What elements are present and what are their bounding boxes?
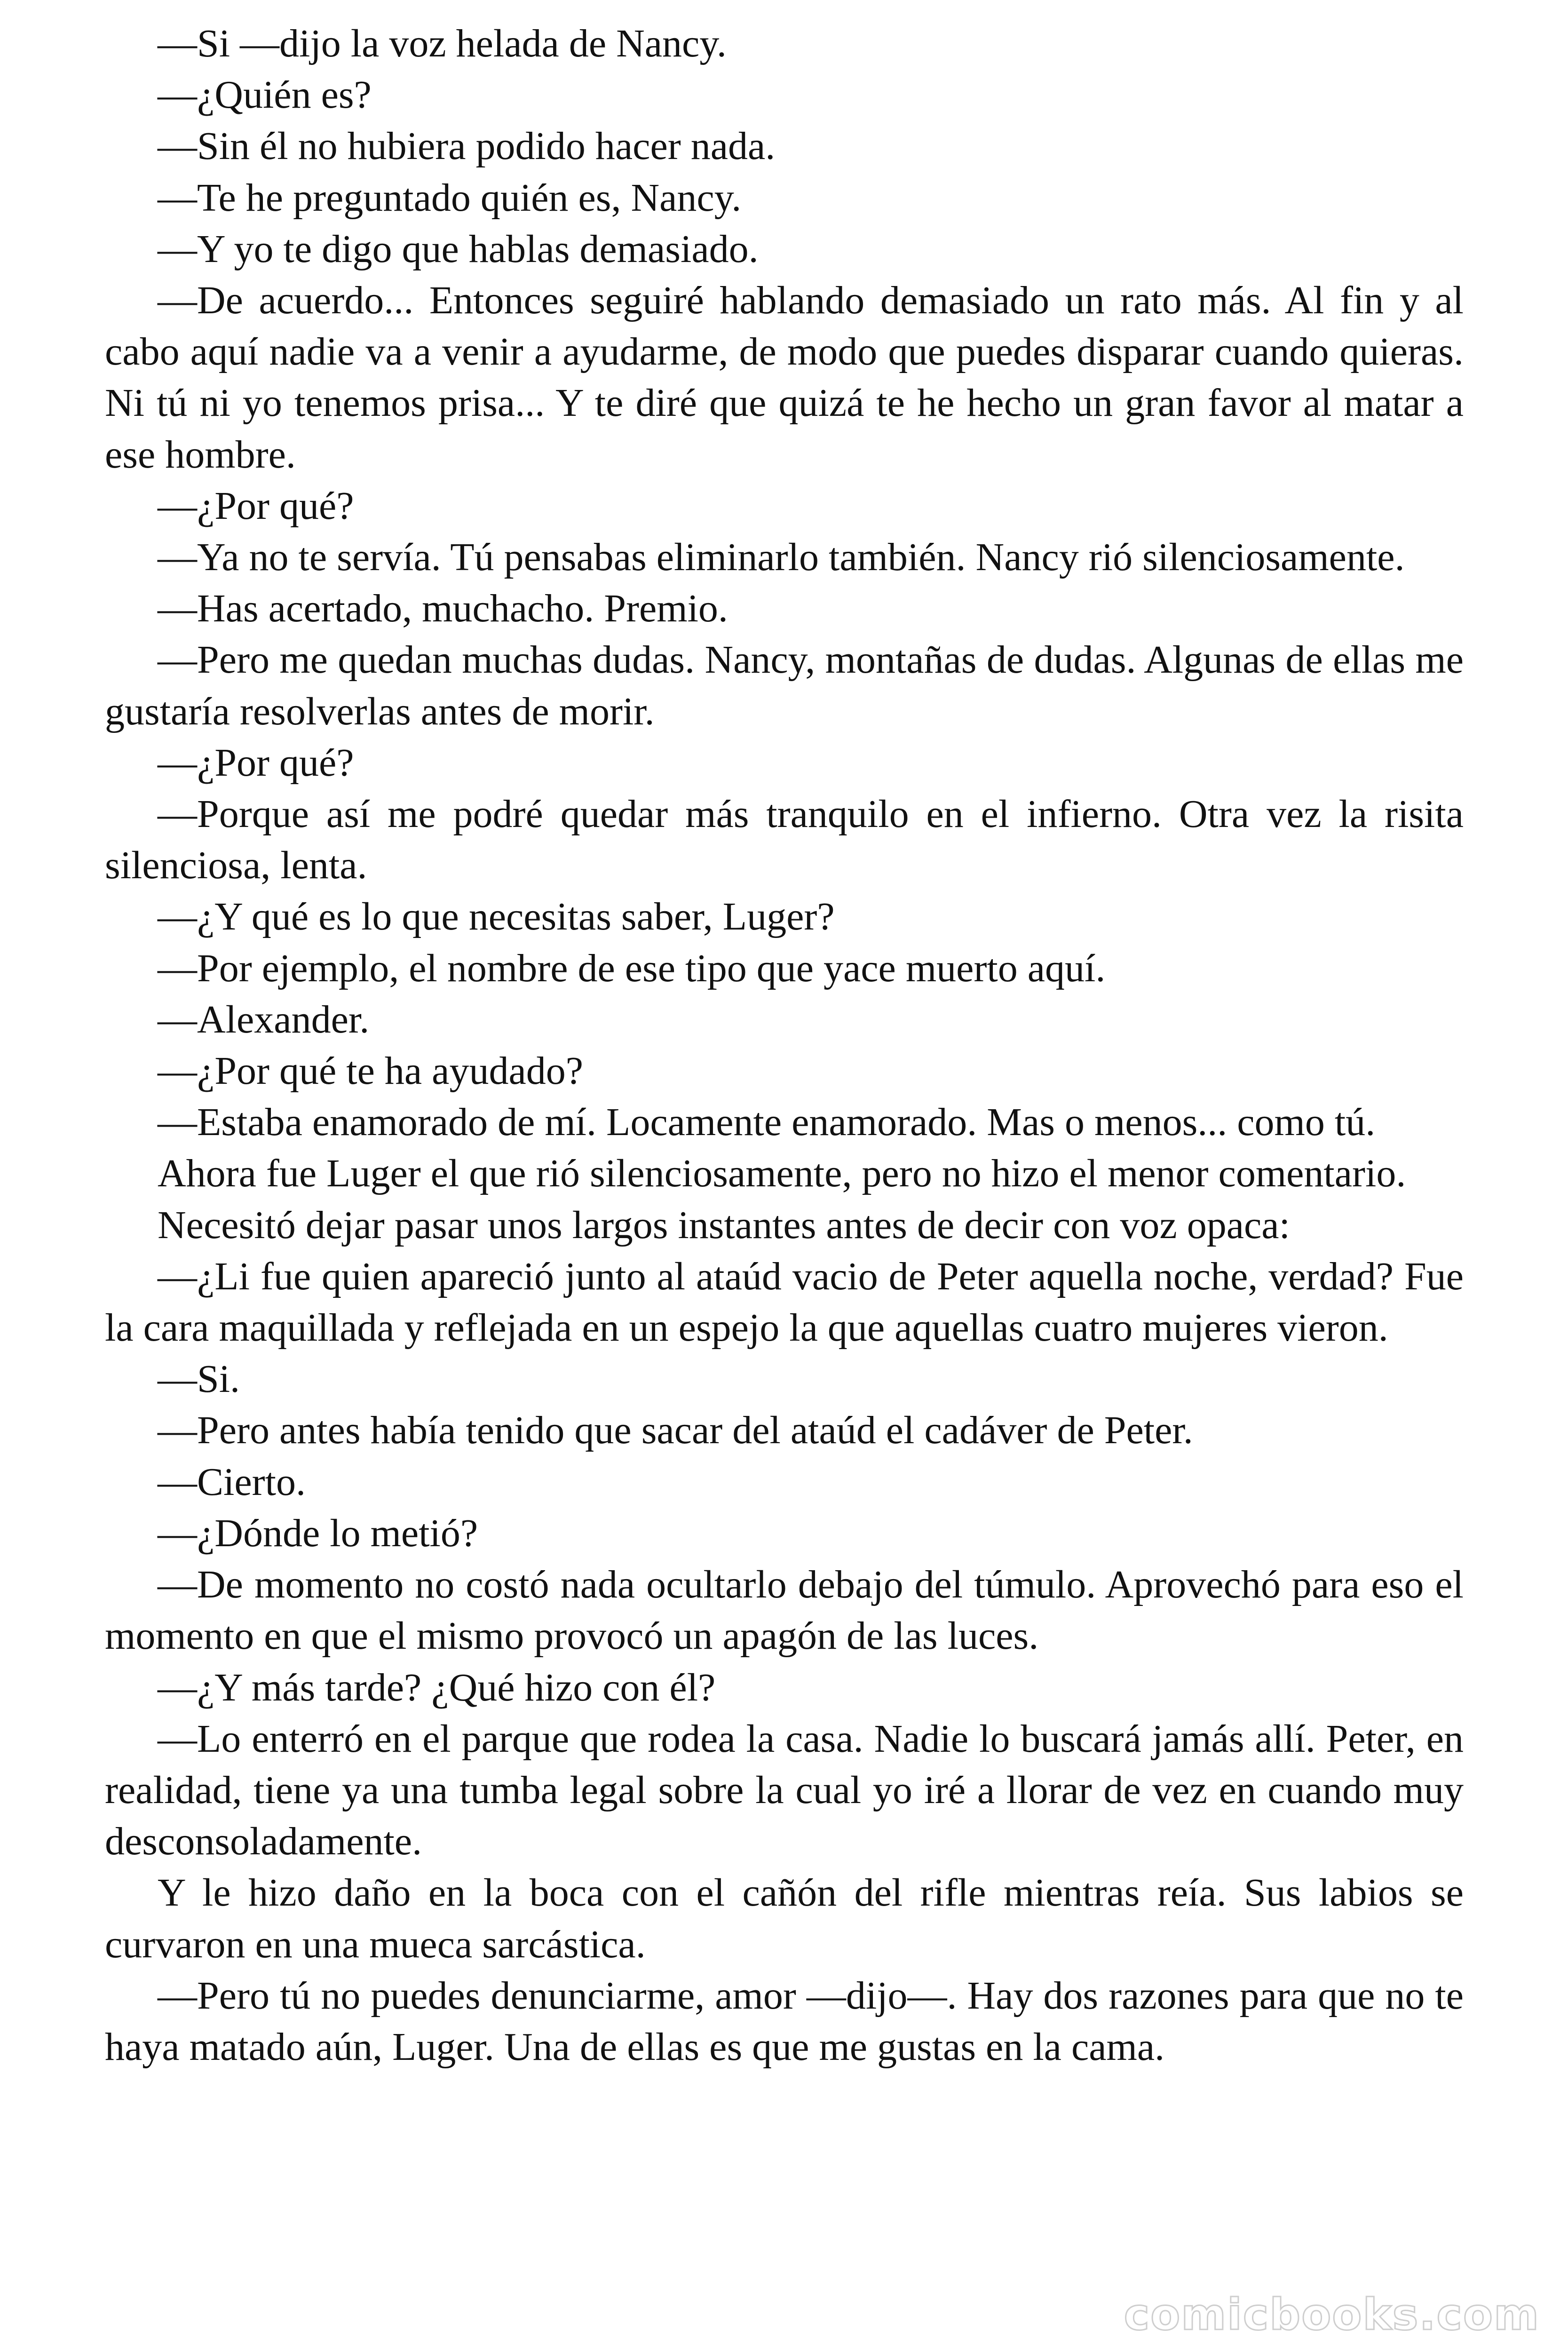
- paragraph: —Y yo te digo que hablas demasiado.: [158, 227, 759, 271]
- paragraph: —De acuerdo... Entonces seguiré hablando demasiado un rato más. Al fin y al cabo aquí nadie va a venir a ayudarme, de modo que puedes disparar cuando quieras. Ni tú ni yo tenemos prisa... Y te diré que quizá te he hecho un gran favor al matar a ese hombre.: [105, 278, 1464, 477]
- paragraph: —Estaba enamorado de mí. Locamente enamorado. Mas o menos... como tú.: [158, 1100, 1376, 1144]
- paragraph: —Si.: [158, 1357, 240, 1401]
- paragraph: —¿Quién es?: [158, 73, 372, 117]
- paragraph: —¿Li fue quien apareció junto al ataúd vacio de Peter aquella noche, verdad? Fue la cara maquillada y reflejada en un espejo la que aquellas cuatro mujeres vieron.: [105, 1254, 1464, 1350]
- body-text: [105, 18, 1464, 2073]
- paragraph: —Ya no te servía. Tú pensabas eliminarlo también. Nancy rió silenciosamente.: [158, 535, 1405, 580]
- paragraph: —¿Por qué?: [158, 484, 354, 528]
- paragraph: —Por ejemplo, el nombre de ese tipo que yace muerto aquí.: [158, 946, 1106, 990]
- paragraph: —Pero me quedan muchas dudas. Nancy, montañas de dudas. Algunas de ellas me gustaría resolverlas antes de morir.: [105, 638, 1464, 733]
- paragraph: —¿Y más tarde? ¿Qué hizo con él?: [158, 1665, 716, 1709]
- paragraph: —Sin él no hubiera podido hacer nada.: [158, 124, 776, 168]
- paragraph: —Alexander.: [158, 997, 370, 1041]
- paragraph: —Cierto.: [158, 1460, 306, 1504]
- paragraph: Necesitó dejar pasar unos largos instantes antes de decir con voz opaca:: [158, 1203, 1290, 1247]
- paragraph: —De momento no costó nada ocultarlo debajo del túmulo. Aprovechó para eso el momento en que el mismo provocó un apagón de las luces.: [105, 1563, 1464, 1658]
- paragraph: —¿Por qué?: [158, 740, 354, 785]
- paragraph: —¿Dónde lo metió?: [158, 1511, 478, 1555]
- paragraph: —¿Por qué te ha ayudado?: [158, 1049, 584, 1093]
- paragraph: —Pero tú no puedes denunciarme, amor —dijo—. Hay dos razones para que no te haya matado aún, Luger. Una de ellas es que me gustas en la cama.: [105, 1973, 1464, 2069]
- paragraph: —Si —dijo la voz helada de Nancy.: [158, 22, 727, 65]
- paragraph: Y le hizo daño en la boca con el cañón del rifle mientras reía. Sus labios se curvaron en una mueca sarcástica.: [105, 1871, 1464, 1966]
- watermark: comicbooks.com: [1124, 2289, 1540, 2340]
- paragraph: —Porque así me podré quedar más tranquilo en el infierno. Otra vez la risita silenciosa, lenta.: [105, 792, 1464, 888]
- paragraph: Ahora fue Luger el que rió silenciosamente, pero no hizo el menor comentario.: [158, 1152, 1406, 1196]
- paragraph: —¿Y qué es lo que necesitas saber, Luger?: [158, 895, 835, 939]
- paragraph: —Te he preguntado quién es, Nancy.: [158, 175, 742, 220]
- paragraph: —Lo enterró en el parque que rodea la casa. Nadie lo buscará jamás allí. Peter, en realidad, tiene ya una tumba legal sobre la cual yo iré a llorar de vez en cuando muy desconsoladamente.: [105, 1716, 1464, 1864]
- paragraph: —Has acertado, muchacho. Premio.: [158, 587, 728, 631]
- paragraph: —Pero antes había tenido que sacar del ataúd el cadáver de Peter.: [158, 1408, 1193, 1453]
